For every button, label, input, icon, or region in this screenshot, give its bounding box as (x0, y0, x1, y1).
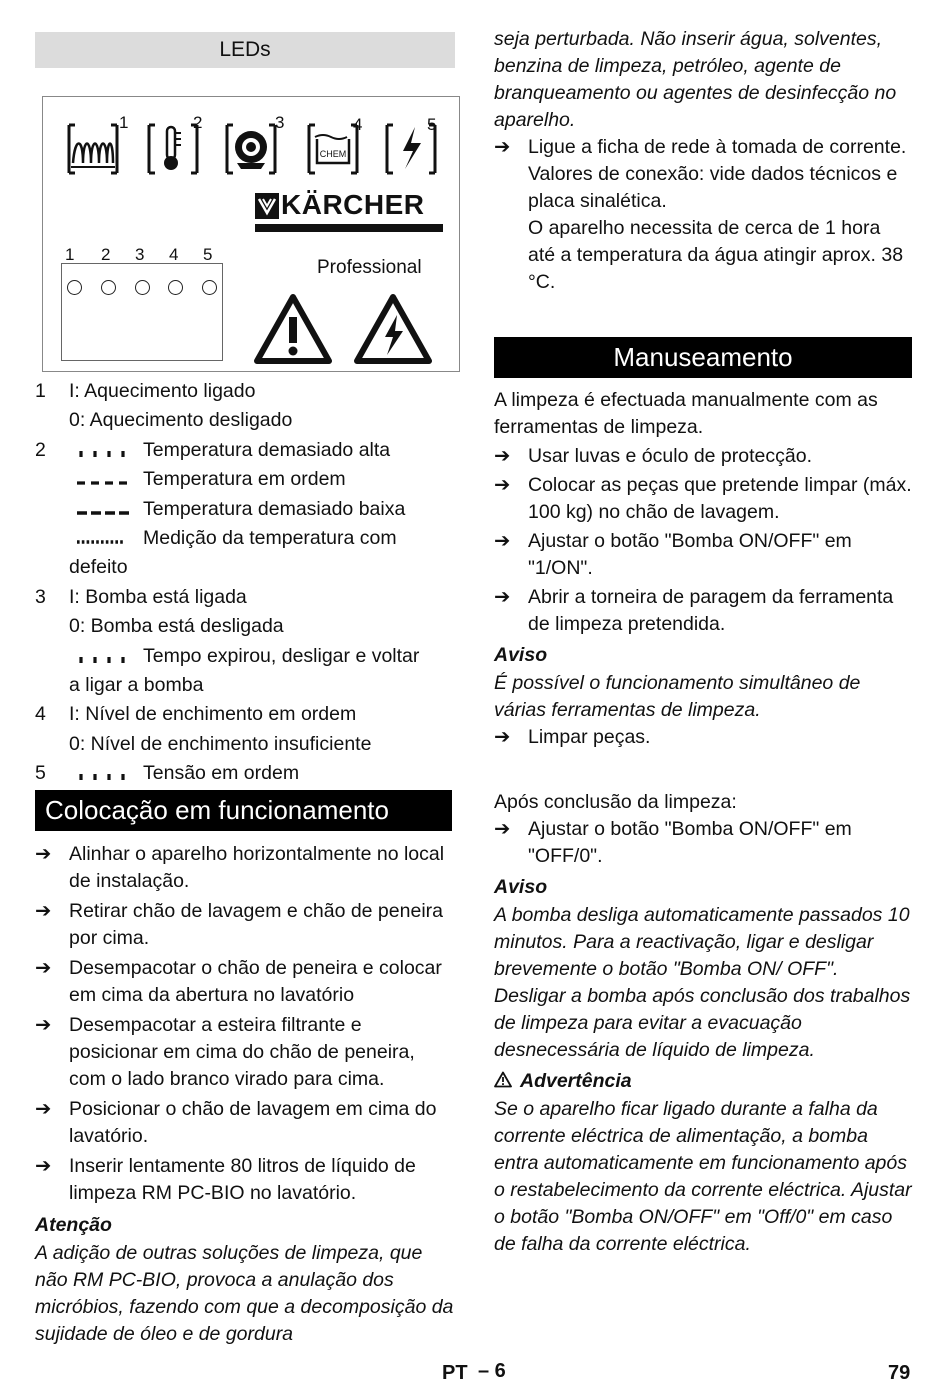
legend-number: 2 (35, 438, 46, 461)
legend-text: Temperatura demasiado alta (143, 438, 391, 461)
continued-text: seja perturbada. Não inserir água, solventes, benzina de limpeza, petróleo, agente de branqueamento ou agentes de desinfecção no aparelho. (494, 28, 897, 131)
after-cleaning-label: Após conclusão da limpeza: (494, 791, 737, 813)
warning-icon (494, 1071, 512, 1088)
legend-text: I: Nível de enchimento em ordem (69, 703, 357, 726)
heat-up-time: O aparelho necessita de cerca de 1 hora até a temperatura da água atingir aprox. 38 °C. (528, 217, 904, 293)
electric-warning-icon (353, 293, 433, 365)
legend-text: 0: Aquecimento desligado (69, 409, 293, 432)
arrow-icon: ➔ (35, 1155, 52, 1177)
icon-number: 4 (353, 115, 363, 134)
icon-number: 1 (119, 113, 129, 132)
arrow-icon: ➔ (494, 445, 511, 467)
led-legend-row (35, 583, 455, 612)
arrow-icon: ➔ (494, 474, 511, 496)
led-legend-row (35, 377, 455, 406)
led-indicator (202, 280, 217, 295)
warning-label-row (494, 1066, 912, 1096)
led-legend-row (35, 612, 455, 641)
led-legend-list (35, 377, 455, 788)
legend-text: Temperatura em ordem (143, 468, 346, 491)
led-dotted-pattern-icon (75, 436, 131, 465)
led-number: 2 (101, 245, 111, 264)
led-dotted-pattern-icon (75, 759, 131, 788)
heating-coil-icon (63, 119, 123, 177)
arrow-icon: ➔ (494, 136, 511, 158)
legend-text: Tempo expirou, desligar e voltar (143, 644, 420, 667)
footer-page-total: 79 (888, 1362, 911, 1384)
arrow-icon: ➔ (494, 818, 511, 840)
led-dashed-pattern-icon (75, 465, 131, 494)
legend-number: 1 (35, 380, 46, 402)
legend-text: 0: Bomba está desligada (69, 615, 284, 638)
list-item: ➔ Abrir a torneira de paragem da ferramenta de limpeza pretendida. (494, 586, 894, 635)
legend-number: 3 (35, 585, 46, 608)
note-text: Desligar a bomba após conclusão dos trabalhos de limpeza para evitar a evacuação desnecessária de líquido de limpeza. (494, 985, 911, 1061)
list-item: ➔ Usar luvas e óculo de protecção. (494, 443, 912, 470)
karcher-logo (255, 189, 445, 237)
legend-text: Tensão em ordem (143, 762, 300, 785)
startup-heading: Colocação em funcionamento (35, 790, 452, 831)
legend-text: defeito (69, 556, 128, 579)
legend-text: 0: Nível de enchimento insuficiente (69, 732, 372, 755)
legend-number: 4 (35, 703, 46, 726)
leds-heading: LEDs (35, 32, 455, 68)
handling-intro: A limpeza é efectuada manualmente com as ferramentas de limpeza. (494, 389, 878, 438)
list-item: ➔ Inserir lentamente 80 litros de líquido de limpeza RM PC-BIO no lavatório. (35, 1155, 416, 1204)
control-panel-illustration (42, 96, 460, 372)
list-item: ➔ Ajustar o botão "Bomba ON/OFF" em "1/ON". (494, 530, 852, 579)
led-legend-row (35, 436, 455, 465)
led-legend-row (35, 671, 455, 700)
note-label: Aviso (494, 876, 548, 898)
list-item: ➔ Desempacotar a esteira filtrante e posicionar em cima do chão de peneira, com o lado branco virado para cima. (35, 1014, 415, 1090)
pump-icon (221, 119, 281, 177)
led-indicator (101, 280, 116, 295)
warning-label: Advertência (520, 1070, 632, 1092)
arrow-icon: ➔ (35, 957, 52, 979)
legend-text: Temperatura demasiado baixa (143, 497, 406, 520)
icon-number: 2 (193, 113, 203, 132)
legend-text: a ligar a bomba (69, 673, 204, 696)
note-label: Aviso (494, 644, 548, 666)
arrow-icon: ➔ (35, 1014, 52, 1036)
led-long-pattern-icon (75, 495, 131, 524)
icon-number: 3 (275, 113, 285, 132)
list-item: ➔ Posicionar o chão de lavagem em cima do lavatório. (35, 1098, 437, 1147)
attention-text: A adição de outras soluções de limpeza, que não RM PC-BIO, provoca a anulação dos micróbios, fazendo com que a decomposição da sujidade de óleo e de gordura (35, 1242, 454, 1345)
led-indicator-box (61, 263, 223, 361)
led-legend-row (35, 406, 455, 435)
led-legend-row (35, 700, 455, 729)
led-fine-pattern-icon (75, 524, 131, 553)
footer-language: PT (442, 1362, 468, 1384)
led-legend-row (35, 759, 455, 788)
karcher-emblem-icon (255, 193, 279, 219)
right-top-section (494, 26, 912, 296)
arrow-icon: ➔ (494, 586, 511, 608)
arrow-icon: ➔ (494, 726, 511, 748)
handling-section (494, 387, 912, 1258)
led-legend-row (35, 553, 455, 582)
note-text: É possível o funcionamento simultâneo de várias ferramentas de limpeza. (494, 672, 861, 721)
svg-text:CHEM: CHEM (319, 149, 347, 159)
legend-number: 5 (35, 762, 46, 785)
legend-text: Medição da temperatura com (143, 526, 397, 549)
general-warning-icon (253, 293, 333, 365)
warning-text: Se o aparelho ficar ligado durante a falha da corrente eléctrica de alimentação, a bomba entra automaticamente em funcionamento após o restabelecimento da corrente eléctrica. Ajustar o botão "Bomba ON/OFF" em "Off/0" em caso de falha da corrente eléctrica. (494, 1098, 912, 1255)
arrow-icon: ➔ (35, 900, 52, 922)
led-legend-row (35, 524, 455, 553)
startup-section (35, 841, 455, 1348)
led-number: 4 (169, 245, 179, 264)
list-item: ➔ Ligue a ficha de rede à tomada de corrente. (494, 134, 912, 161)
led-indicator (135, 280, 150, 295)
led-indicator (67, 280, 82, 295)
legend-text: I: Bomba está ligada (69, 585, 247, 608)
led-number: 3 (135, 245, 145, 264)
led-legend-row (35, 730, 455, 759)
led-legend-row (35, 495, 455, 524)
list-item: ➔ Limpar peças. (494, 724, 912, 751)
led-number: 1 (65, 245, 75, 264)
led-indicator (168, 280, 183, 295)
connection-values: Valores de conexão: vide dados técnicos e placa sinalética. (528, 163, 898, 212)
brand-subtitle: Professional (317, 257, 422, 278)
list-item: ➔ Colocar as peças que pretende limpar (máx. 100 kg) no chão de lavagem. (494, 474, 912, 523)
led-legend-row (35, 642, 455, 671)
led-number: 5 (203, 245, 213, 264)
list-item: ➔ Ajustar o botão "Bomba ON/OFF" em "OFF/0". (494, 818, 852, 867)
handling-heading: Manuseamento (494, 337, 912, 378)
led-legend-row (35, 465, 455, 494)
list-item: ➔ Retirar chão de lavagem e chão de peneira por cima. (35, 900, 443, 949)
led-dotted-pattern-icon (75, 642, 131, 671)
legend-text: I: Aquecimento ligado (69, 380, 256, 402)
footer-page: – 6 (478, 1360, 506, 1382)
arrow-icon: ➔ (35, 843, 52, 865)
arrow-icon: ➔ (494, 530, 511, 552)
note-text: A bomba desliga automaticamente passados 10 minutos. Para a reactivação, ligar e desligar brevemente o botão "Bomba ON/ OFF". (494, 904, 910, 980)
icon-number: 5 (427, 115, 437, 134)
brand-name: KÄRCHER (281, 189, 425, 220)
list-item: ➔ Desempacotar o chão de peneira e colocar em cima da abertura no lavatório (35, 957, 442, 1006)
arrow-icon: ➔ (35, 1098, 52, 1120)
list-item: ➔ Alinhar o aparelho horizontalmente no local de instalação. (35, 843, 445, 892)
attention-label: Atenção (35, 1214, 112, 1236)
